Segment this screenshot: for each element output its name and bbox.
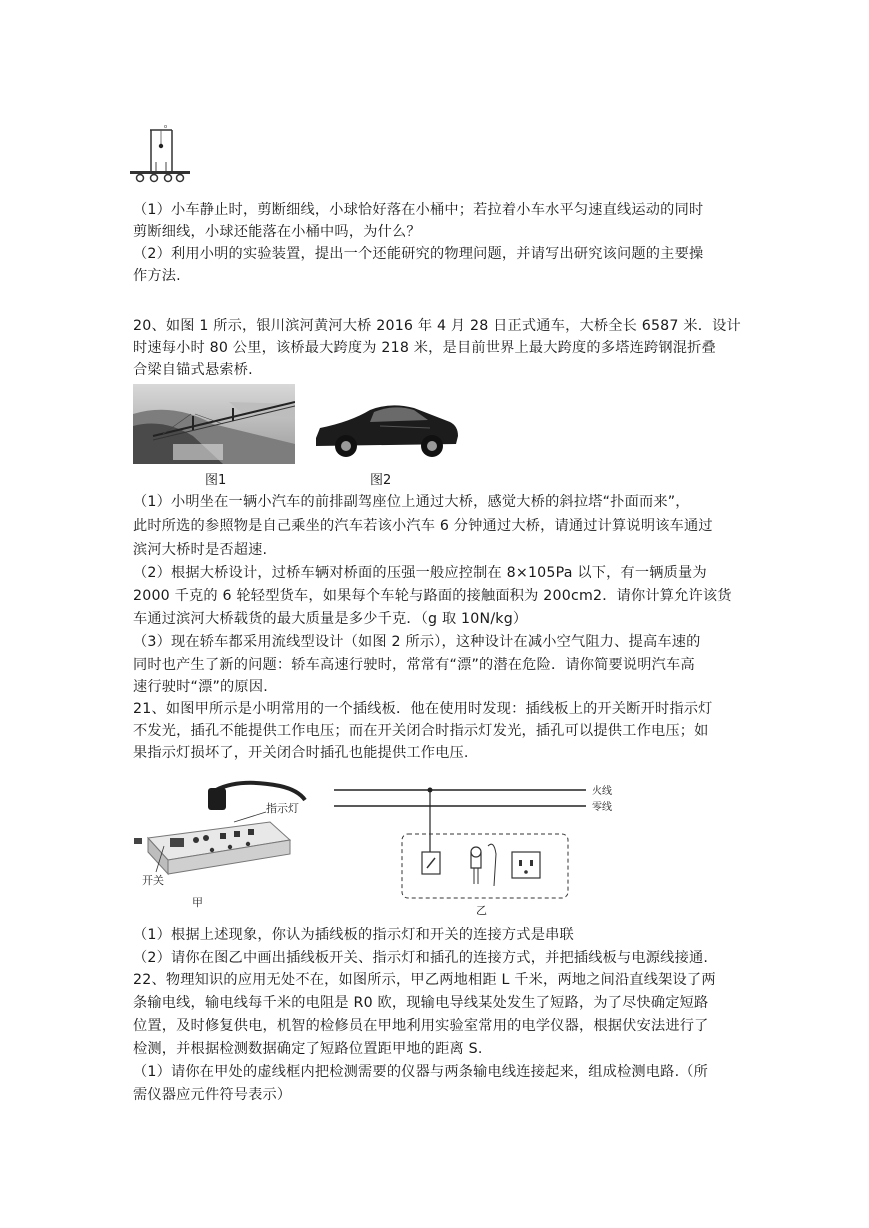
q20-sub1-line2: 此时所选的参照物是自己乘坐的汽车若该小汽车 6 分钟通过大桥，请通过计算说明该车通过 (133, 518, 713, 534)
fig-jia-label: 甲 (192, 896, 203, 908)
q22-intro-line3: 位置，及时修复供电，机智的检修员在甲地利用实验室常用的电学仪器，根据伏安法进行了 (133, 1018, 709, 1034)
switch-label: 开关 (142, 874, 164, 887)
q22-intro-line1: 22、物理知识的应用无处不在，如图所示，甲乙两地相距 L 千米，两地之间沿直线架设了两 (133, 972, 716, 988)
live-wire-label: 火线 (592, 786, 612, 797)
q19-sub1-line2: 剪断细线，小球还能落在小桶中吗，为什么？ (133, 224, 421, 240)
q20-sub3-line2: 同时也产生了新的问题：轿车高速行驶时，常常有“漂”的潜在危险．请你简要说明汽车高 (133, 657, 695, 673)
q22-intro-line4: 检测，并根据检测数据确定了短路位置距甲地的距离 S. (133, 1041, 483, 1057)
q22-sub1-line2: 需仪器应元件符号表示） (133, 1087, 292, 1103)
q20-sub2-line3: 车通过滨河大桥载货的最大质量是多少千克．（g 取 10N/kg） (133, 611, 528, 627)
q20-intro-line1: 20、如图 1 所示，银川滨河黄河大桥 2016 年 4 月 28 日正式通车，大桥全长 6587 米．设计 (133, 318, 741, 334)
q19-sub2-line2: 作方法. (133, 268, 181, 284)
q21-intro-line1: 21、如图甲所示是小明常用的一个插线板．他在使用时发现：插线板上的开关断开时指示灯 (133, 701, 713, 717)
q20-sub3-line1: （3）现在轿车都采用流线型设计（如图 2 所示），这种设计在减小空气阻力、提高车速的 (133, 634, 701, 650)
q20-sub2-line2: 2000 千克的 6 轮轻型货车，如果每个车轮与路面的接触面积为 200cm2．请你计算允许该货 (133, 588, 732, 604)
q19-sub2-line1: （2）利用小明的实验装置，提出一个还能研究的物理问题，并请写出研究该问题的主要操 (133, 246, 704, 262)
q21-sub1: （1）根据上述现象，你认为插线板的指示灯和开关的连接方式是串联 (133, 927, 574, 943)
cart-ball-figure (128, 122, 192, 184)
fig1-caption: 图1 (205, 473, 227, 488)
q20-intro-line3: 合梁自锚式悬索桥. (133, 362, 253, 378)
q22-intro-line2: 条输电线，输电线每千米的电阻是 R0 欧，现输电导线某处发生了短路，为了尽快确定短路 (133, 995, 709, 1011)
q20-sub3-line3: 速行驶时“漂”的原因. (133, 679, 268, 695)
fig2-caption: 图2 (370, 473, 392, 488)
power-strip-figure (130, 778, 310, 908)
q22-sub1-line1: （1）请你在甲处的虚线框内把检测需要的仪器与两条输电线连接起来，组成检测电路.（所 (133, 1064, 709, 1080)
q21-intro-line3: 果指示灯损坏了，开关闭合时插孔也能提供工作电压. (133, 745, 469, 761)
q20-sub2-line1: （2）根据大桥设计，过桥车辆对桥面的压强一般应控制在 8×105Pa 以下，有一辆质量为 (133, 565, 707, 581)
q20-sub1-line1: （1）小明坐在一辆小汽车的前排副驾座位上通过大桥，感觉大桥的斜拉塔“扑面而来”， (133, 494, 690, 510)
bridge-photo (133, 384, 295, 464)
q21-intro-line2: 不发光，插孔不能提供工作电压；而在开关闭合时指示灯发光，插孔可以提供工作电压；如 (133, 723, 709, 739)
q21-sub2: （2）请你在图乙中画出插线板开关、指示灯和插孔的连接方式，并把插线板与电源线接通. (133, 950, 709, 966)
indicator-light-label: 指示灯 (266, 802, 299, 815)
wiring-diagram-figure (330, 780, 630, 920)
neutral-wire-label: 零线 (592, 802, 612, 813)
fig-yi-label: 乙 (476, 904, 487, 917)
q19-sub1-line1: （1）小车静止时，剪断细线，小球恰好落在小桶中；若拉着小车水平匀速直线运动的同时 (133, 202, 704, 218)
sports-car-figure (310, 388, 462, 464)
q20-sub1-line3: 滨河大桥时是否超速. (133, 542, 268, 558)
svg-text:o: o (164, 124, 168, 130)
q20-intro-line2: 时速每小时 80 公里，该桥最大跨度为 218 米，是目前世界上最大跨度的多塔连跨钢混折叠 (133, 340, 716, 356)
